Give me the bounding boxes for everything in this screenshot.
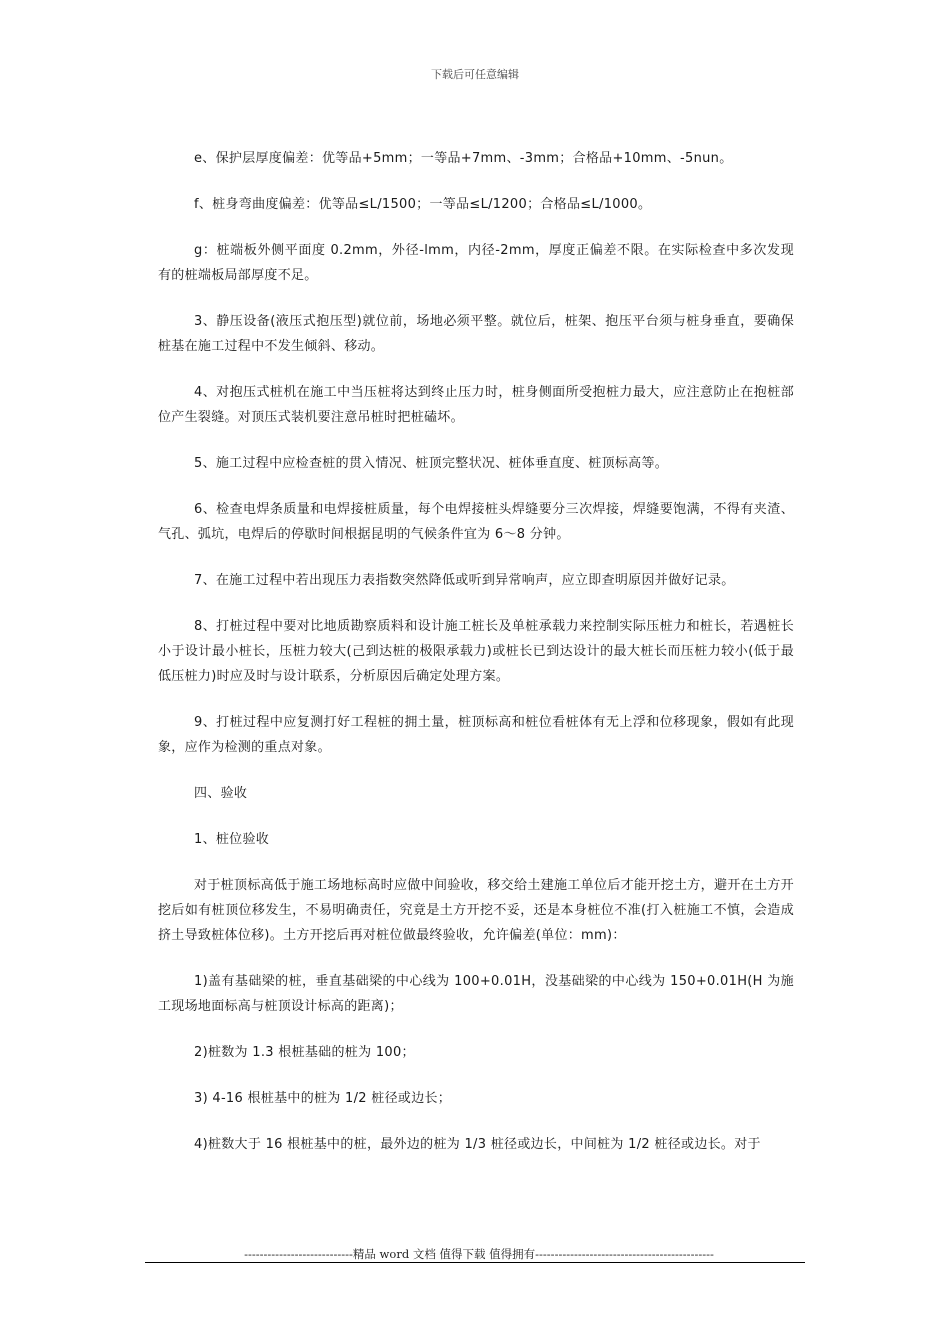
paragraph-6-welding: 6、检查电焊条质量和电焊接桩质量，每个电焊接桩头焊缝要分三次焊接，焊缝要饱满，不得有夹渣、气孔、弧坑，电焊后的停歇时间根据昆明的气候条件宜为 6～8 分钟。 <box>158 502 794 542</box>
list-item-4: 4)桩数大于 16 根桩基中的桩，最外边的桩为 1/3 桩径或边长，中间桩为 1/2 桩径或边长。对于 <box>194 1137 761 1152</box>
paragraph-g-end-plate: g：桩端板外侧平面度 0.2mm，外径-lmm，内径-2mm，厚度正偏差不限。在实际检查中多次发现有的桩端板局部厚度不足。 <box>158 243 794 283</box>
subheading-pile-position: 1、桩位验收 <box>194 832 270 847</box>
paragraph-5-inspection: 5、施工过程中应检查桩的贯入情况、桩顶完整状况、桩体垂直度、桩顶标高等。 <box>194 456 669 471</box>
list-item-3: 3) 4-16 根桩基中的桩为 1/2 桩径或边长； <box>194 1091 452 1106</box>
list-item-1: 1)盖有基础梁的桩，垂直基础梁的中心线为 100+0.01H，没基础梁的中心线为 150+0.01H(H 为施工现场地面标高与桩顶设计标高的距离)； <box>158 974 794 1014</box>
list-item-2: 2)桩数为 1.3 根桩基础的桩为 100； <box>194 1045 415 1060</box>
paragraph-acceptance-intro: 对于桩顶标高低于施工场地标高时应做中间验收，移交给土建施工单位后才能开挖土方，避开在土方开挖后如有桩顶位移发生，不易明确责任，究竟是土方开挖不妥，还是本身桩位不准(打入桩施工不慎，会造成挤土导致桩体位移)。土方开挖后再对桩位做最终验收，允许偏差(单位：mm)： <box>158 878 794 943</box>
document-body <box>158 146 794 1178</box>
footer-divider <box>145 1262 805 1263</box>
paragraph-4-holding-pressure: 4、对抱压式桩机在施工中当压桩将达到终止压力时，桩身侧面所受抱桩力最大，应注意防止在抱桩部位产生裂缝。对顶压式装机要注意吊桩时把桩磕坏。 <box>158 385 794 425</box>
paragraph-f-bending: f、桩身弯曲度偏差：优等品≤L/1500；一等品≤L/1200；合格品≤L/1000。 <box>194 197 652 212</box>
paragraph-3-equipment: 3、静压设备(液压式抱压型)就位前，场地必须平整。就位后，桩架、抱压平台须与桩身垂直，要确保桩基在施工过程中不发生倾斜、移动。 <box>158 314 794 354</box>
paragraph-9-resurvey: 9、打桩过程中应复测打好工程桩的拥土量，桩顶标高和桩位看桩体有无上浮和位移现象，假如有此现象，应作为检测的重点对象。 <box>158 715 794 755</box>
paragraph-8-pile-length: 8、打桩过程中要对比地质勘察质料和设计施工桩长及单桩承载力来控制实际压桩力和桩长，若遇桩长小于设计最小桩长，压桩力较大(己到达桩的极限承载力)或桩长已到达设计的最大桩长而压桩力较小(低于最低压桩力)时应及时与设计联系，分析原因后确定处理方案。 <box>158 619 794 684</box>
page-header: 下载后可任意编辑 <box>431 68 519 81</box>
page-footer: ----------------------------精品 word 文档 值得下载 值得拥有---------------------------------------------- <box>244 1247 714 1261</box>
paragraph-e-cover-thickness: e、保护层厚度偏差：优等品+5mm；一等品+7mm、-3mm；合格品+10mm、-5nun。 <box>194 151 733 166</box>
section-heading-acceptance: 四、验收 <box>194 786 248 801</box>
paragraph-7-pressure-gauge: 7、在施工过程中若出现压力表指数突然降低或听到异常响声，应立即查明原因并做好记录。 <box>194 573 735 588</box>
